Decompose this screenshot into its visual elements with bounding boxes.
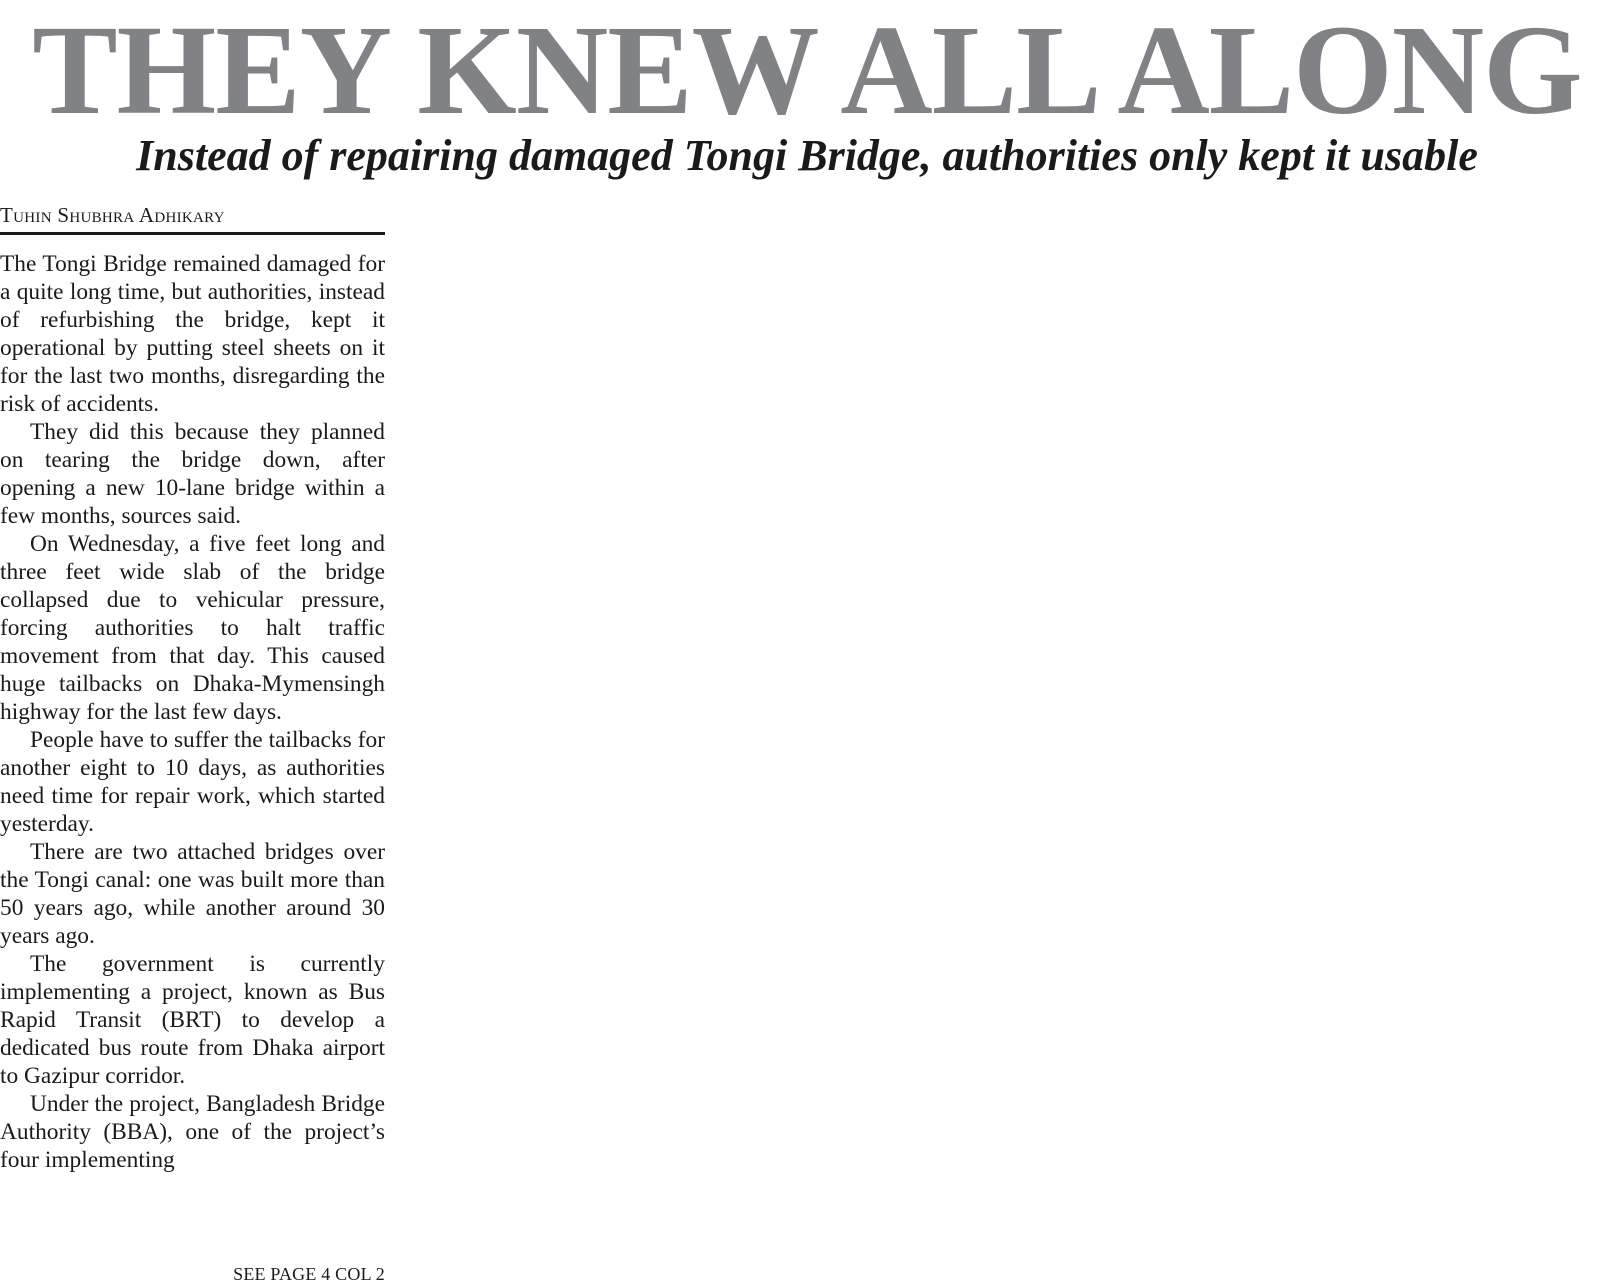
byline: Tuhin Shubhra Adhikary bbox=[0, 204, 385, 235]
body-paragraph: They did this because they planned on tearing the bridge down, after opening a new 10-lane bridge within a few months, sources said. bbox=[0, 419, 385, 529]
subheadline: Instead of repairing damaged Tongi Bridge, authorities only kept it usable bbox=[136, 131, 1478, 180]
body-paragraph: Under the project, Bangladesh Bridge Authority (BBA), one of the project’s four implementing bbox=[0, 1091, 385, 1173]
body-paragraph: The Tongi Bridge remained damaged for a quite long time, but authorities, instead of refurbishing the bridge, kept it operational by putting steel sheets on it for the last two months, disregarding the risk of accidents. bbox=[0, 251, 385, 417]
body-paragraph: There are two attached bridges over the Tongi canal: one was built more than 50 years ago, while another around 30 years ago. bbox=[0, 839, 385, 949]
body-paragraph: People have to suffer the tailbacks for another eight to 10 days, as authorities need time for repair work, which started yesterday. bbox=[0, 727, 385, 837]
body-paragraph: On Wednesday, a five feet long and three feet wide slab of the bridge collapsed due to vehicular pressure, forcing authorities to halt traffic movement from that day. This caused huge tailbacks on Dhaka-Mymensingh highway for the last few days. bbox=[0, 531, 385, 725]
headline: THEY KNEW ALL ALONG bbox=[32, 0, 1582, 141]
body-paragraph: The government is currently implementing a project, known as Bus Rapid Transit (BRT) to develop a dedicated bus route from Dhaka airport to Gazipur corridor. bbox=[0, 951, 385, 1089]
article-body bbox=[0, 250, 385, 1174]
continuation-line: SEE PAGE 4 COL 2 bbox=[233, 1264, 385, 1284]
